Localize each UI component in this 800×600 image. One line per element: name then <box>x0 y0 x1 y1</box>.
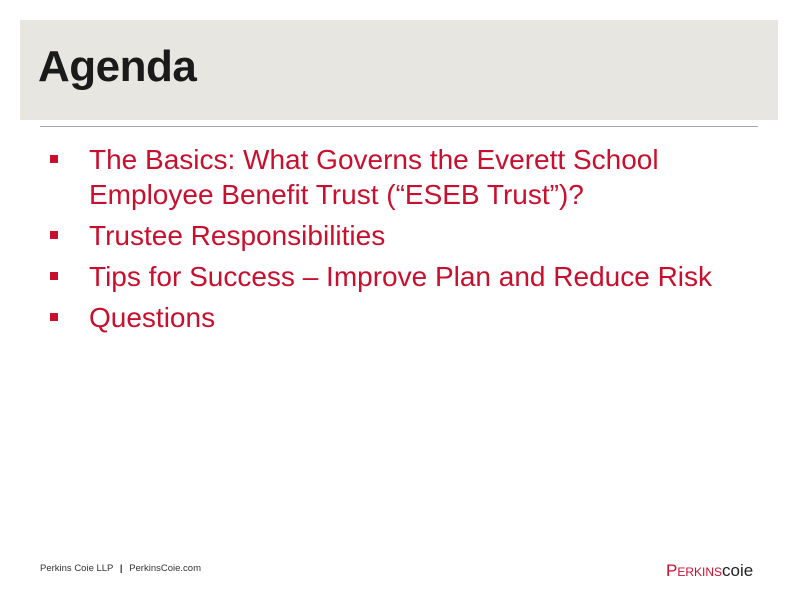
logo-coie-text: coie <box>722 561 754 580</box>
agenda-item-text: The Basics: What Governs the Everett School Employee Benefit Trust (“ESEB Trust”)? <box>89 144 659 210</box>
square-bullet-icon <box>50 155 58 163</box>
agenda-item-text: Trustee Responsibilities <box>89 220 386 251</box>
agenda-item <box>50 218 750 253</box>
agenda-item <box>50 259 750 294</box>
square-bullet-icon <box>50 313 58 321</box>
agenda-item-text: Questions <box>89 302 216 333</box>
perkins-coie-logo <box>666 561 753 581</box>
square-bullet-icon <box>50 272 58 280</box>
footer-separator: | <box>119 563 123 574</box>
footer <box>40 563 201 574</box>
slide-title: Agenda <box>38 42 197 91</box>
agenda-item-text: Tips for Success – Improve Plan and Reduce Risk <box>89 261 713 292</box>
footer-firm-name: Perkins Coie LLP <box>40 563 114 574</box>
title-divider <box>40 126 758 127</box>
logo-perkins-text: Perkins <box>666 561 723 580</box>
agenda-list <box>50 142 750 341</box>
square-bullet-icon <box>50 231 58 239</box>
agenda-item <box>50 300 750 335</box>
agenda-item <box>50 142 750 212</box>
footer-website: PerkinsCoie.com <box>129 563 201 574</box>
